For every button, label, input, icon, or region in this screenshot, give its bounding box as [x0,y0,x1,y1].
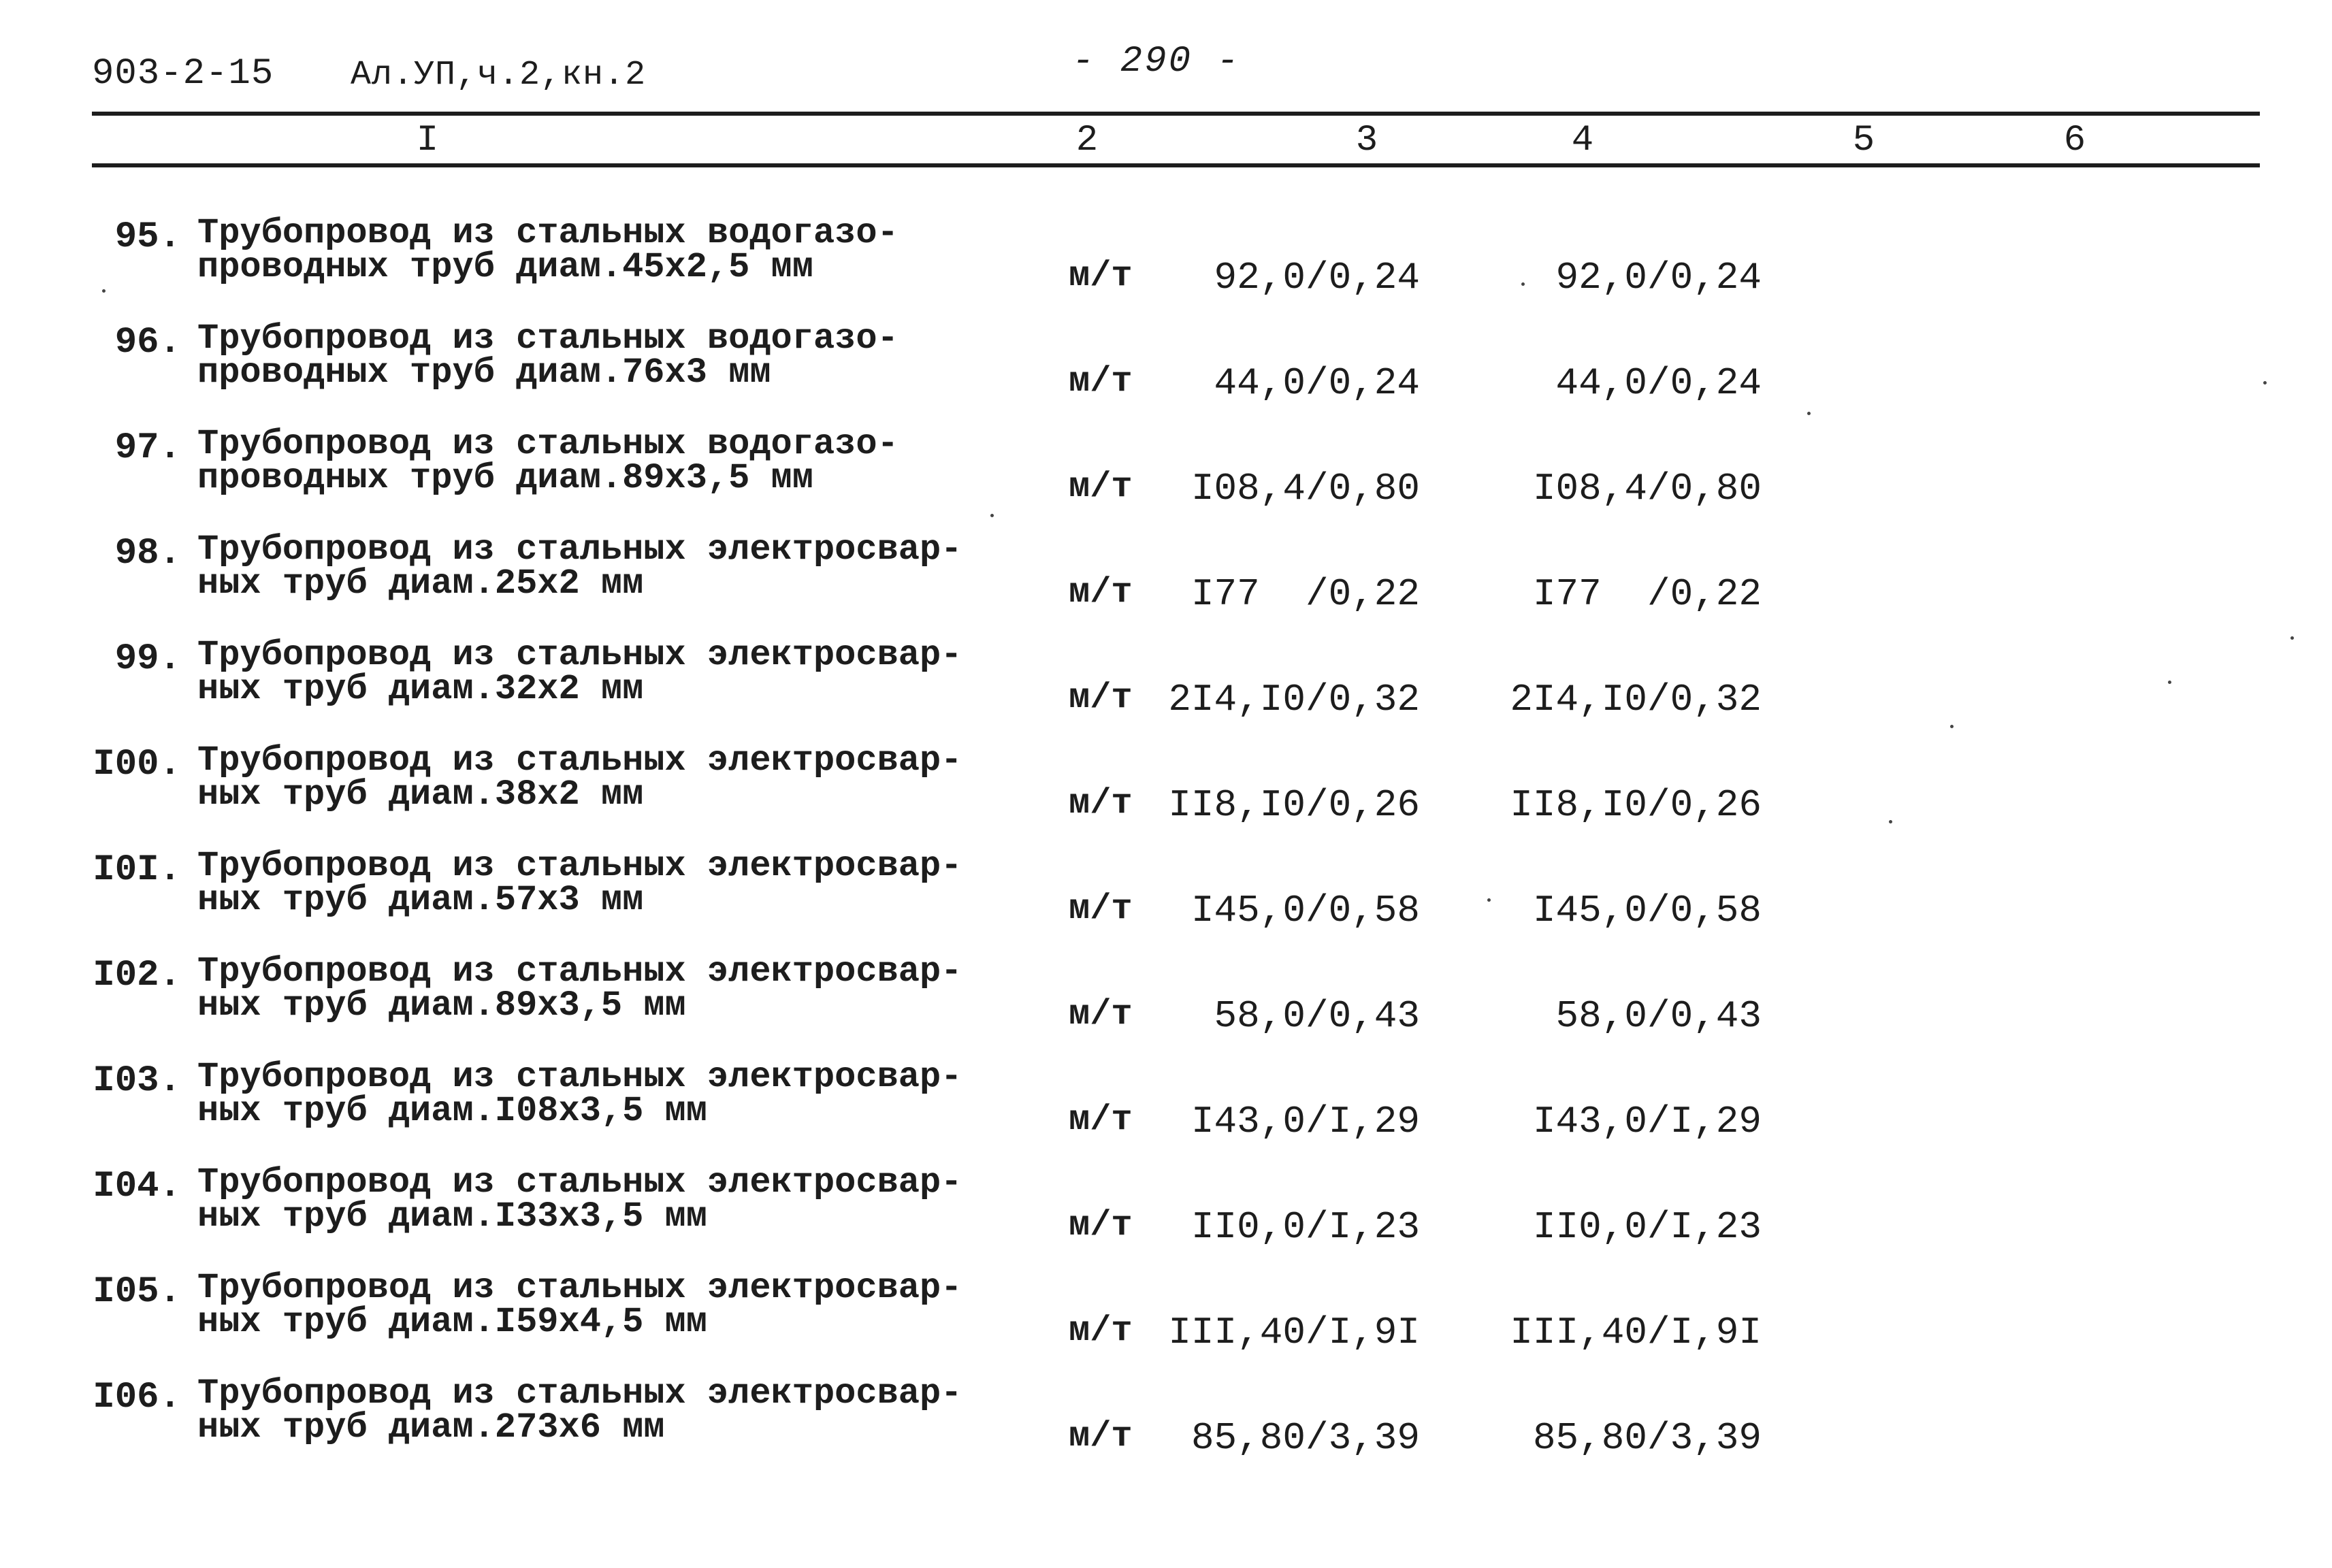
row-value-col3: I08,4/0,80 [1191,467,1420,510]
scan-speck [1521,282,1525,286]
row-description [197,318,898,393]
row-description [197,740,962,815]
table-row [0,529,2332,635]
row-number: I00. [93,744,181,785]
table-row [0,740,2332,846]
row-description-line-1: Трубопровод из стальных электросвар- [197,1373,962,1414]
row-unit: м/т [1069,889,1133,929]
row-description-line-1: Трубопровод из стальных электросвар- [197,635,962,675]
row-unit: м/т [1069,467,1133,507]
table-row [0,318,2332,424]
scan-speck [1950,725,1954,728]
row-number: I0I. [93,849,181,891]
row-description-line-2: ных труб диам.57х3 мм [197,880,644,920]
table-row [0,1057,2332,1162]
column-header-1: I [416,120,439,161]
row-description-line-1: Трубопровод из стальных электросвар- [197,740,962,781]
column-header-6: 6 [2063,120,2086,161]
row-description-line-1: Трубопровод из стальных электросвар- [197,1268,962,1308]
row-description [197,1268,962,1342]
column-header-5: 5 [1852,120,1875,161]
row-description-line-2: ных труб диам.32х2 мм [197,669,644,709]
row-number: 99. [114,638,181,680]
table-row [0,1268,2332,1373]
row-number: I04. [93,1166,181,1207]
table-row [0,951,2332,1057]
table-row [0,635,2332,740]
row-description-line-2: ных труб диам.38х2 мм [197,774,644,815]
row-value-col3: III,40/I,9I [1168,1311,1420,1354]
row-value-col4: I45,0/0,58 [1532,889,1762,932]
row-number: 96. [114,322,181,363]
table-header-rule [92,163,2260,167]
album-reference: Ал.УП,ч.2,кн.2 [351,56,647,95]
row-unit: м/т [1069,361,1133,402]
row-value-col3: II0,0/I,23 [1191,1205,1420,1249]
row-value-col4: 58,0/0,43 [1555,994,1762,1038]
row-unit: м/т [1069,1205,1133,1245]
row-number: 95. [114,216,181,258]
row-description-line-1: Трубопровод из стальных электросвар- [197,951,962,992]
row-description-line-2: проводных труб диам.76х3 мм [197,353,771,393]
row-unit: м/т [1069,678,1133,718]
column-header-2: 2 [1075,120,1099,161]
row-value-col4: 92,0/0,24 [1555,256,1762,299]
scan-speck [2263,381,2267,385]
scan-speck [1889,820,1892,823]
row-description-line-2: ных труб диам.I08х3,5 мм [197,1091,707,1131]
table-row [0,213,2332,318]
row-description [197,424,898,498]
row-number: I02. [93,955,181,996]
row-description-line-2: ных труб диам.273х6 мм [197,1407,665,1448]
row-description-line-1: Трубопровод из стальных электросвар- [197,1057,962,1097]
row-number: 97. [114,427,181,469]
row-description-line-2: ных труб диам.25х2 мм [197,564,644,604]
scan-speck [2290,636,2294,640]
scan-speck [102,289,106,293]
row-description-line-1: Трубопровод из стальных электросвар- [197,846,962,886]
row-description-line-1: Трубопровод из стальных водогазо- [197,318,898,359]
column-header-3: 3 [1355,120,1378,161]
row-description-line-1: Трубопровод из стальных электросвар- [197,529,962,570]
row-unit: м/т [1069,1311,1133,1351]
row-description-line-1: Трубопровод из стальных электросвар- [197,1162,962,1203]
row-description-line-2: проводных труб диам.45х2,5 мм [197,247,813,287]
row-value-col3: 92,0/0,24 [1214,256,1420,299]
table-row [0,1162,2332,1268]
scan-speck [990,514,994,517]
row-value-col4: I43,0/I,29 [1532,1100,1762,1143]
row-description [197,213,898,287]
row-description-line-1: Трубопровод из стальных водогазо- [197,424,898,464]
row-number: I06. [93,1377,181,1418]
scan-speck [1807,412,1811,415]
row-description-line-2: ных труб диам.I33х3,5 мм [197,1196,707,1237]
row-description [197,1373,962,1448]
table-row [0,1373,2332,1479]
row-description [197,635,962,709]
row-value-col4: I08,4/0,80 [1532,467,1762,510]
row-value-col4: II8,I0/0,26 [1510,783,1762,827]
page-number: - 290 - [1072,41,1241,82]
table-row [0,846,2332,951]
row-unit: м/т [1069,1416,1133,1456]
row-description [197,1162,962,1237]
scan-speck [2168,681,2171,684]
table-row [0,424,2332,529]
row-description [197,1057,962,1131]
row-value-col4: 44,0/0,24 [1555,361,1762,405]
row-value-col3: I77 /0,22 [1191,572,1420,616]
row-number: I03. [93,1060,181,1102]
row-unit: м/т [1069,1100,1133,1140]
row-description [197,529,962,604]
row-value-col4: 2I4,I0/0,32 [1510,678,1762,721]
row-value-col3: 44,0/0,24 [1214,361,1420,405]
row-description-line-2: ных труб диам.I59х4,5 мм [197,1302,707,1342]
row-value-col3: 85,80/3,39 [1191,1416,1420,1460]
row-unit: м/т [1069,783,1133,823]
row-value-col3: I45,0/0,58 [1191,889,1420,932]
row-value-col3: 58,0/0,43 [1214,994,1420,1038]
row-description-line-1: Трубопровод из стальных водогазо- [197,213,898,253]
table-top-rule [92,112,2260,116]
row-value-col4: 85,80/3,39 [1532,1416,1762,1460]
row-value-col3: II8,I0/0,26 [1168,783,1420,827]
row-description [197,951,962,1026]
row-value-col4: I77 /0,22 [1532,572,1762,616]
document-code: 903-2-15 [92,53,274,95]
row-number: 98. [114,533,181,574]
row-number: I05. [93,1271,181,1313]
row-unit: м/т [1069,256,1133,296]
row-value-col3: I43,0/I,29 [1191,1100,1420,1143]
row-description [197,846,962,920]
row-value-col4: III,40/I,9I [1510,1311,1762,1354]
row-value-col3: 2I4,I0/0,32 [1168,678,1420,721]
row-description-line-2: ных труб диам.89х3,5 мм [197,985,686,1026]
row-unit: м/т [1069,994,1133,1034]
row-unit: м/т [1069,572,1133,612]
column-header-4: 4 [1571,120,1594,161]
scan-speck [1487,898,1491,902]
row-description-line-2: проводных труб диам.89х3,5 мм [197,458,813,498]
row-value-col4: II0,0/I,23 [1532,1205,1762,1249]
